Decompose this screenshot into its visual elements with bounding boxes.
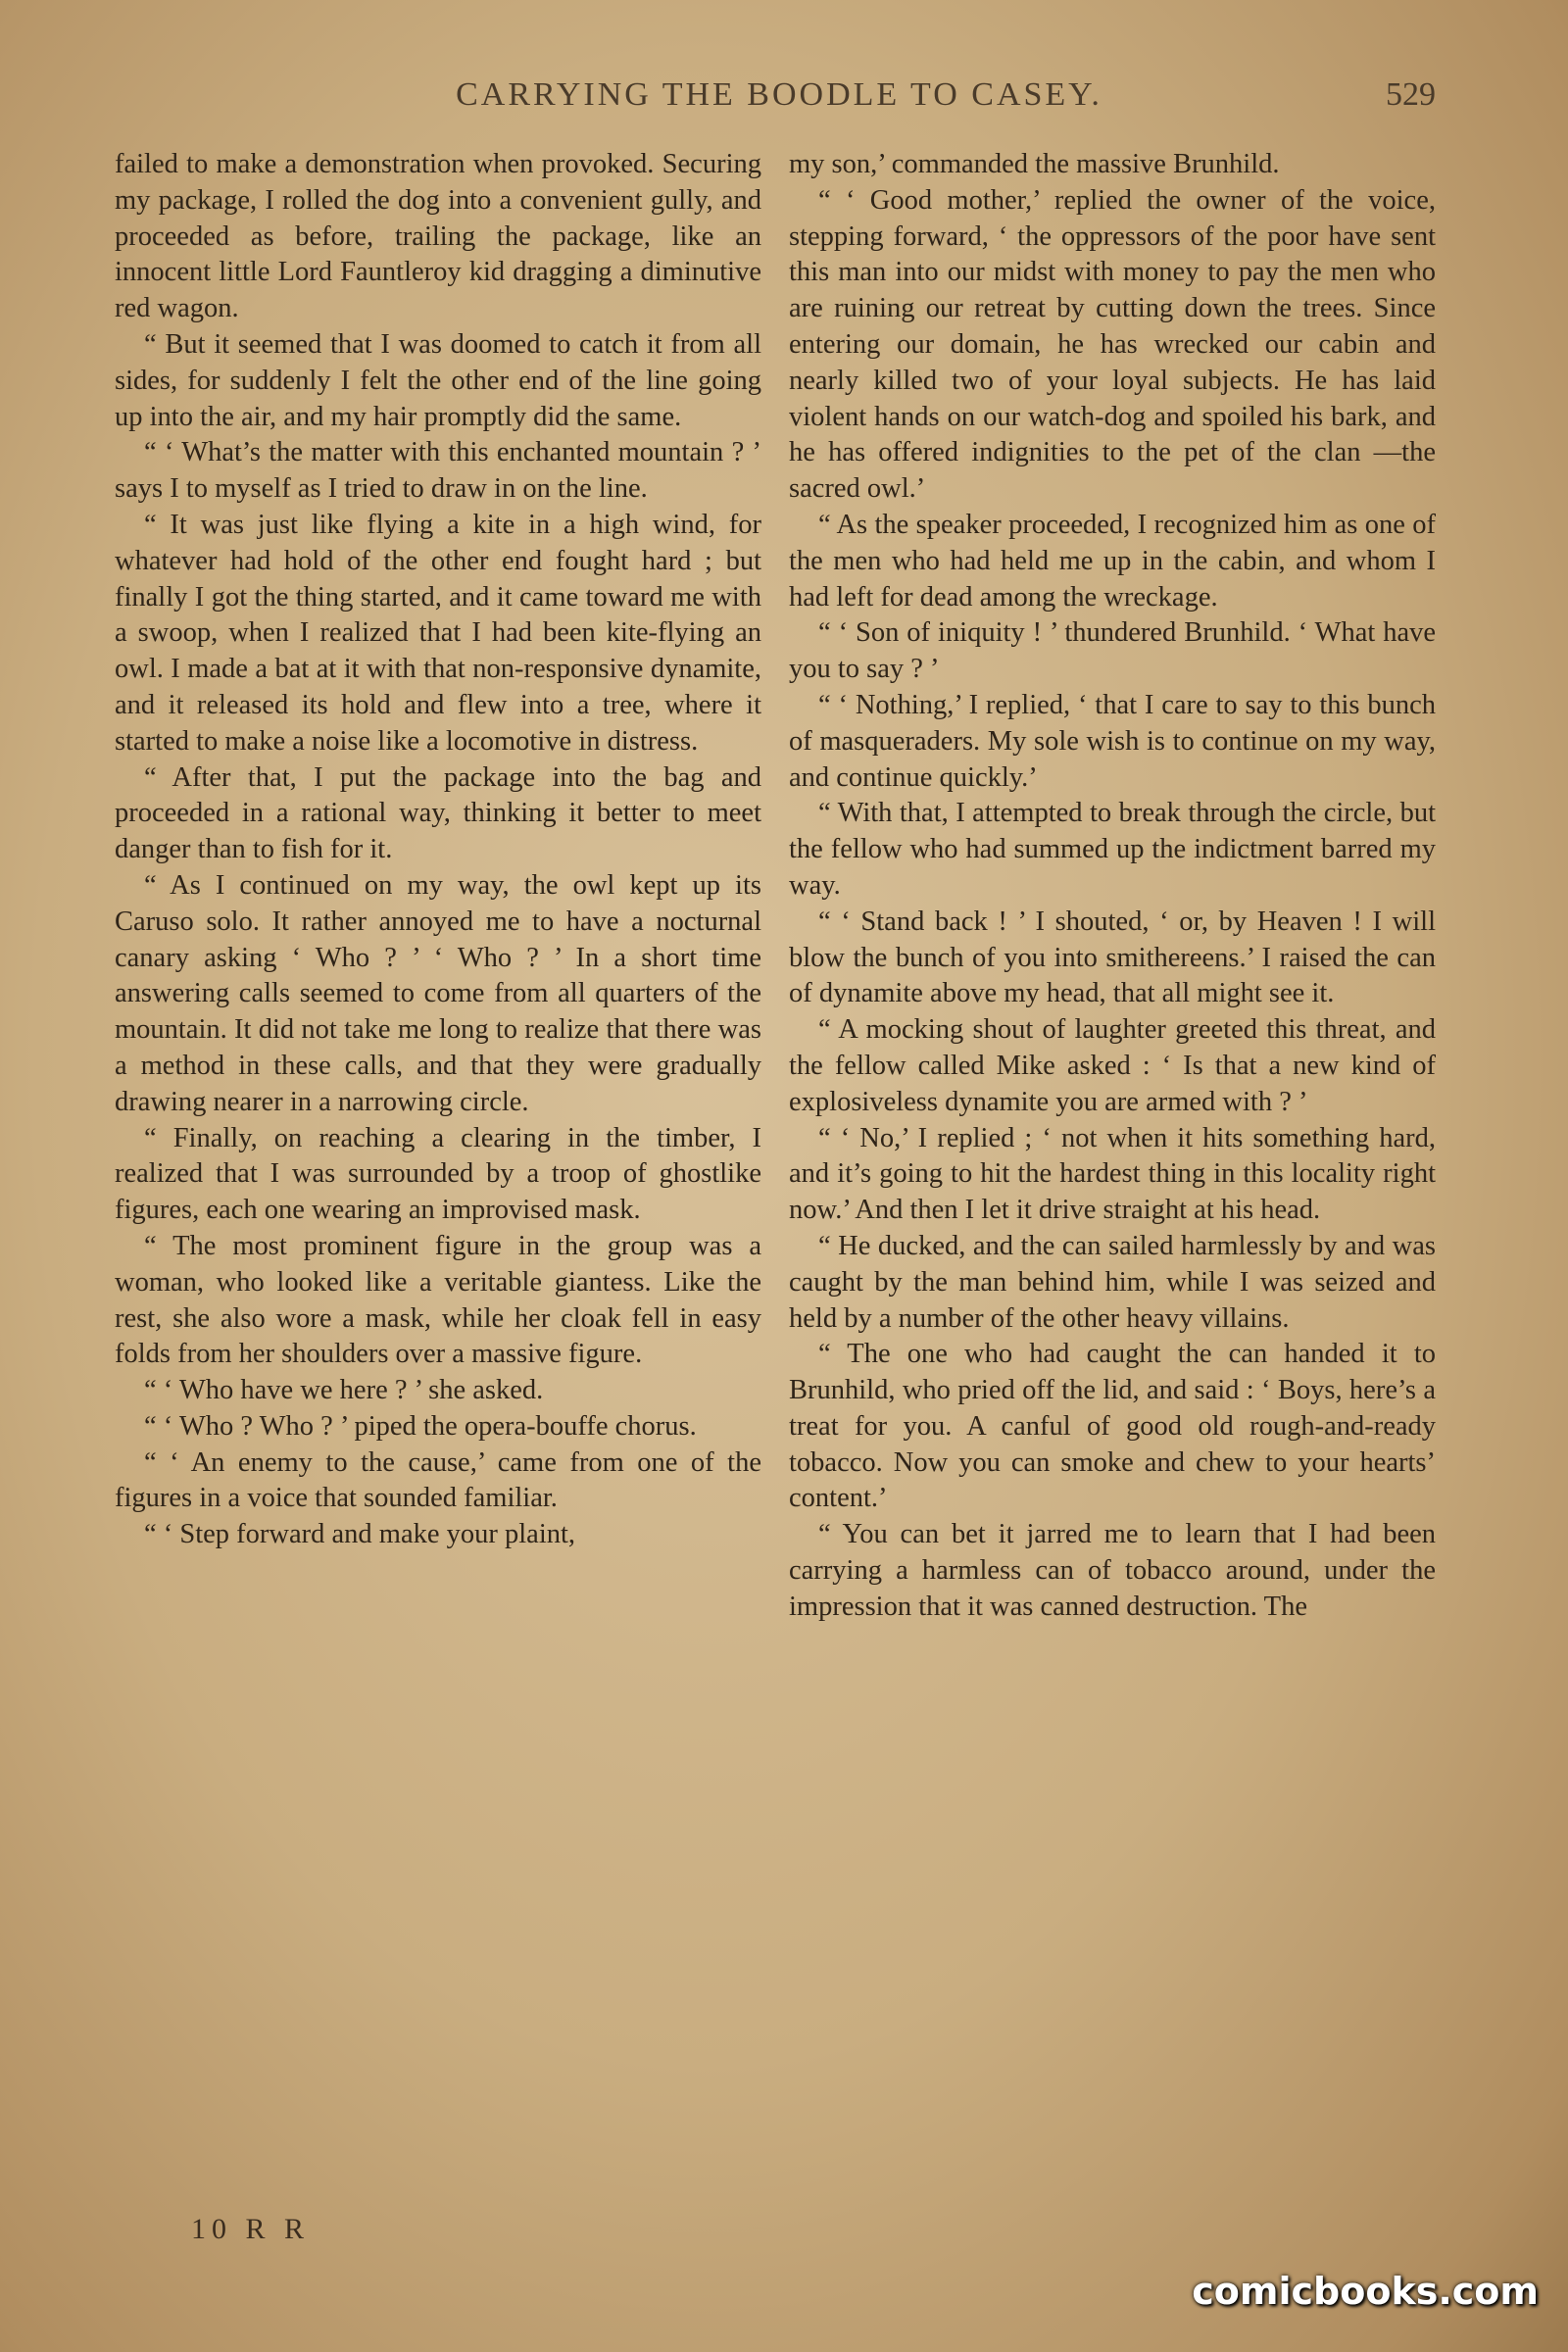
- paragraph: “ Finally, on reaching a clearing in the timber, I realized that I was surrounded by a troop of ghostlike figures, each one wearing an improvised mask.: [115, 1122, 761, 1226]
- paragraph: “ ‘ No,’ I replied ; ‘ not when it hits something hard, and it’s going to hit the hardest thing in this locality right now.’ And then I let it drive straight at his head.: [789, 1122, 1436, 1226]
- paragraph: “ ‘ Nothing,’ I replied, ‘ that I care to say to this bunch of masqueraders. My sole wish is to continue on my way, and continue quickly.’: [789, 689, 1436, 793]
- paragraph: my son,’ commanded the massive Brunhild.: [789, 149, 1280, 179]
- paragraph: “ ‘ Good mother,’ replied the owner of the voice, stepping forward, ‘ the oppressors of the poor have sent this man into our midst with money to pay the men who are ruining our retreat by cutting down the trees. Since entering our domain, he has wrecked our cabin and nearly killed two of your loyal subjects. He has laid violent hands on our watch-dog and spoiled his bark, and he has offered indignities to the pet of the clan —the sacred owl.’: [789, 184, 1436, 505]
- paragraph: “ It was just like flying a kite in a high wind, for whatever had hold of the other end fought hard ; but finally I got the thing started, and it came toward me with a swoop, when I realized that I had been kite-flying an owl. I made a bat at it with that non-responsive dynamite, and it released its hold and flew into a tree, where it started to make a noise like a locomotive in distress.: [115, 509, 761, 757]
- paragraph: “ ‘ Stand back ! ’ I shouted, ‘ or, by Heaven ! I will blow the bunch of you into smithereens.’ I raised the can of dynamite above my head, that all might see it.: [789, 906, 1436, 1009]
- watermark: comicbooks.com: [1192, 2270, 1539, 2313]
- paragraph: “ You can bet it jarred me to learn that I had been carrying a harmless can of tobacco around, under the impression that it was canned destruction. The: [789, 1519, 1436, 1622]
- paragraph: “ ‘ What’s the matter with this enchanted mountain ? ’ says I to myself as I tried to draw in on the line.: [115, 437, 761, 505]
- paragraph: “ The most prominent figure in the group was a woman, who looked like a veritable giantess. Like the rest, she also wore a mask, while her cloak fell in easy folds from her shoulders over a massive figure.: [115, 1230, 761, 1370]
- paragraph: “ ‘ An enemy to the cause,’ came from one of the figures in a voice that sounded familiar.: [115, 1446, 761, 1514]
- paragraph: “ With that, I attempted to break through the circle, but the fellow who had summed up the indictment barred my way.: [789, 798, 1436, 901]
- paragraph: “ As I continued on my way, the owl kept up its Caruso solo. It rather annoyed me to have a nocturnal canary asking ‘ Who ? ’ ‘ Who ? ’ In a short time answering calls seemed to come from all quarters of the mountain. It did not take me long to realize that there was a method in these calls, and that they were gradually drawing nearer in a narrowing circle.: [115, 869, 761, 1117]
- running-title: CARRYING THE BOODLE TO CASEY.: [456, 76, 1102, 113]
- signature-mark: 10 R R: [191, 2213, 311, 2245]
- page-number: 529: [1386, 76, 1436, 113]
- paragraph: failed to make a demonstration when provoked. Securing my package, I rolled the dog into a convenient gully, and proceeded as before, trailing the package, like an innocent little Lord Fauntleroy kid dragging a diminutive red wagon.: [115, 149, 761, 324]
- page-header: [108, 76, 1450, 125]
- paragraph: “ ‘ Step forward and make your plaint,: [144, 1519, 576, 1550]
- right-column: [789, 147, 1436, 1626]
- paragraph: “ The one who had caught the can handed it to Brunhild, who pried off the lid, and said : ‘ Boys, here’s a treat for you. A canful of good old rough-and-ready tobacco. Now you can smoke and chew to your hearts’ content.’: [789, 1339, 1436, 1514]
- paragraph: “ ‘ Who ? Who ? ’ piped the opera-bouffe chorus.: [144, 1410, 697, 1442]
- paragraph: “ But it seemed that I was doomed to catch it from all sides, for suddenly I felt the other end of the line going up into the air, and my hair promptly did the same.: [115, 328, 761, 432]
- paragraph: “ After that, I put the package into the bag and proceeded in a rational way, thinking it better to meet danger than to fish for it.: [115, 761, 761, 865]
- left-column: [115, 147, 761, 1553]
- paragraph: “ ‘ Son of iniquity ! ’ thundered Brunhild. ‘ What have you to say ? ’: [789, 617, 1436, 685]
- paragraph: “ ‘ Who have we here ? ’ she asked.: [144, 1375, 544, 1406]
- paragraph: “ A mocking shout of laughter greeted this threat, and the fellow called Mike asked : ‘ Is that a new kind of explosiveless dynamite you are armed with ? ’: [789, 1014, 1436, 1117]
- paragraph: “ As the speaker proceeded, I recognized him as one of the men who had held me up in the cabin, and whom I had left for dead among the wreckage.: [789, 509, 1436, 612]
- paragraph: “ He ducked, and the can sailed harmlessly by and was caught by the man behind him, while I was seized and held by a number of the other heavy villains.: [789, 1230, 1436, 1334]
